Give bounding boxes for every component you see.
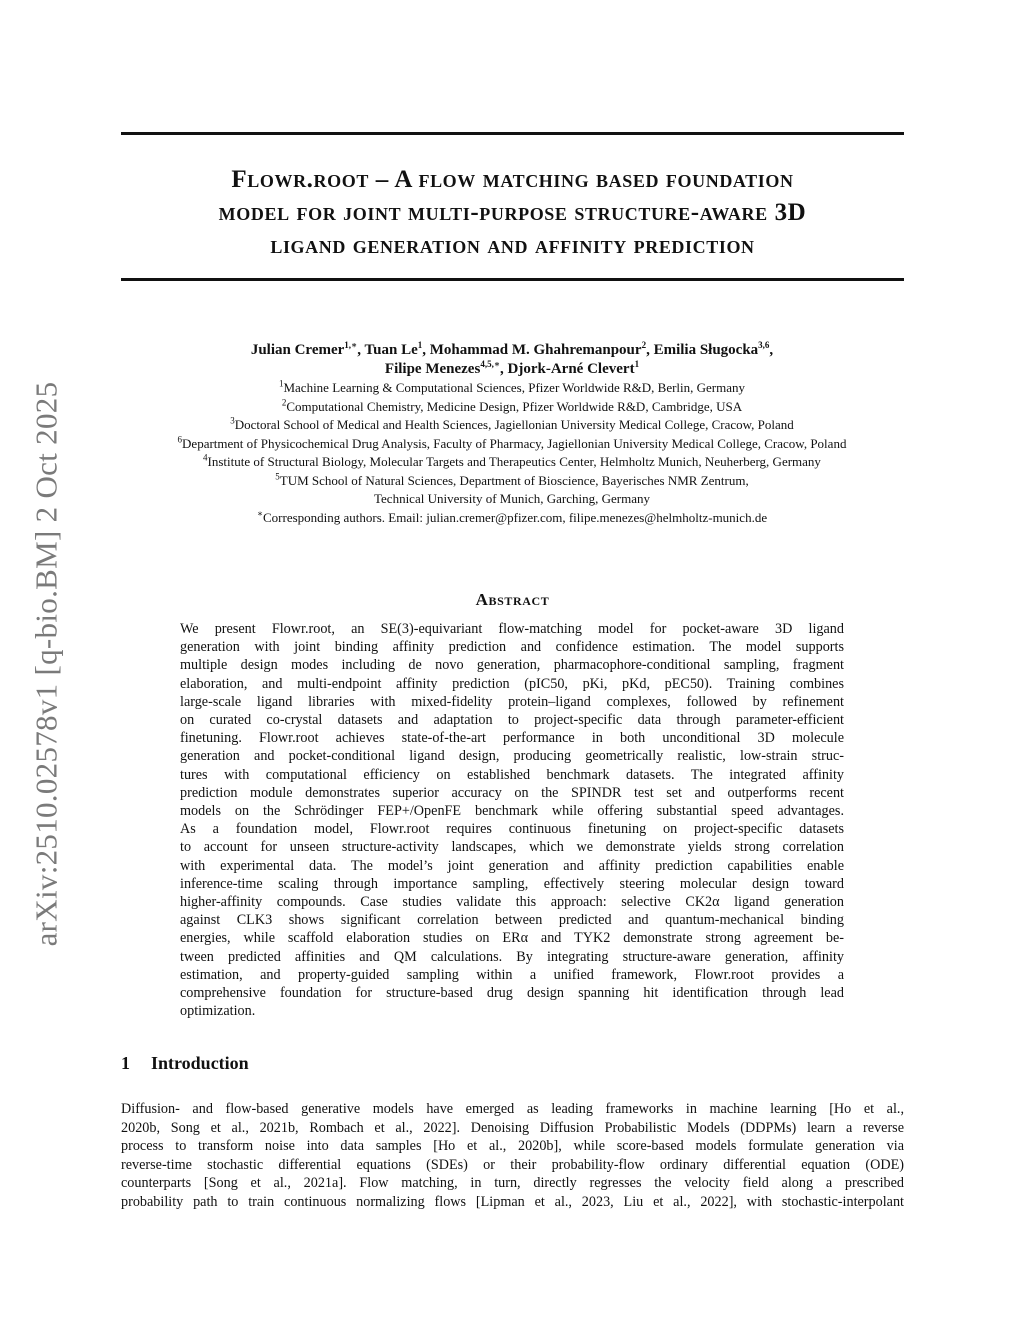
affiliation	[100, 416, 924, 435]
paper-title	[121, 163, 904, 262]
body-line: probability path to train continuous normalizing flows [Lipman et al., 2023, Liu et al., 2022], with stochastic-interpolant	[121, 1193, 904, 1210]
affiliation-mark: 1	[278, 378, 284, 389]
author-name: Mohammad M. Ghahremanpour	[429, 342, 642, 358]
affiliation-text: Department of Physicochemical Drug Analysis, Faculty of Pharmacy, Jagiellonian University Medical College, Cracow, Poland	[182, 435, 847, 451]
body-line: reverse-time stochastic differential equations (SDEs) or their probability-flow ordinary differential equation (ODE)	[121, 1156, 904, 1173]
abstract-line: inference-time scaling through importance sampling, effectively steering molecular design toward	[180, 875, 844, 892]
abstract-line: As a foundation model, Flowr.root requires continuous finetuning on project-specific datasets	[180, 821, 844, 838]
affiliation-mark: ∗	[256, 508, 264, 519]
author-affiliation-mark: 3,6	[758, 340, 770, 350]
author-separator: ,	[769, 342, 774, 358]
abstract-line: estimation, and property-guided sampling within a unified framework, Flowr.root provides a	[180, 966, 844, 983]
introduction-body	[121, 1100, 904, 1211]
affiliation-mark: 4	[203, 452, 208, 463]
section-number: 1	[121, 1053, 130, 1073]
affiliation	[100, 379, 924, 398]
affiliation-text: TUM School of Natural Sciences, Department of Bioscience, Bayerisches NMR Zentrum,	[279, 472, 749, 488]
affiliation-mark: 3	[230, 415, 235, 426]
author-name: Emilia Sługocka	[653, 342, 759, 358]
abstract-line: We present Flowr.root, an SE(3)-equivariant flow-matching model for pocket-aware 3D ligand	[180, 621, 844, 637]
title-bottom-rule	[121, 278, 904, 281]
body-line: process to transform noise into data samples [Ho et al., 2020b], while score-based models formulate generation via	[121, 1138, 904, 1154]
abstract-line: finetuning. Flowr.root achieves state-of-the-art performance in both unconditional 3D molecule	[180, 730, 844, 747]
section-title: Introduction	[151, 1053, 249, 1073]
affiliation-text: Corresponding authors. Email: julian.cremer@pfizer.com, filipe.menezes@helmholtz-munich.de	[263, 509, 768, 525]
affiliation-mark: 5	[275, 471, 280, 482]
abstract-heading: Abstract	[475, 590, 550, 609]
author-block	[100, 341, 924, 527]
abstract-line: generation and pocket-conditional ligand design, producing geometrically realistic, low-strain struc-	[180, 748, 844, 765]
abstract-line: higher-affinity compounds. Case studies validate this approach: selective CK2α ligand generation	[180, 894, 844, 911]
author-affiliation-mark: 1	[417, 340, 423, 350]
affiliation-text: Technical University of Munich, Garching, Germany	[374, 491, 650, 506]
author-affiliation-mark: 1	[634, 359, 640, 369]
author-name: Filipe Menezes	[384, 361, 481, 377]
author-affiliation-mark: 1,∗	[344, 340, 358, 350]
abstract-line: generation with joint binding affinity prediction and confidence estimation. The model supports	[180, 639, 844, 656]
affiliation	[100, 453, 924, 472]
author-line-1	[100, 341, 924, 360]
affiliation-mark: 2	[281, 397, 287, 408]
author-line-2	[100, 360, 924, 379]
section-heading	[121, 1053, 249, 1074]
author-separator: ,	[357, 342, 365, 358]
author-affiliation-mark: 4,5,∗	[480, 359, 501, 369]
abstract-line: multiple design modes including de novo generation, pharmacophore-conditional sampling, fragment	[180, 657, 844, 674]
arxiv-side-stamp	[22, 355, 70, 972]
affiliation-mark: 6	[177, 434, 183, 445]
title-line: Flowr.root – A flow matching based foundation	[231, 166, 794, 193]
abstract-line: large-scale ligand libraries with mixed-fidelity protein–ligand complexes, followed by refinement	[180, 693, 844, 710]
abstract-line: energies, while scaffold elaboration studies on ERα and TYK2 demonstrate strong agreement be-	[180, 930, 844, 947]
body-line: 2020b, Song et al., 2021b, Rombach et al., 2022]. Denoising Diffusion Probabilistic Models (DDPMs) learn a reverse	[121, 1119, 904, 1136]
arxiv-identifier: arXiv:2510.02578v1 [q-bio.BM] 2 Oct 2025	[28, 381, 63, 946]
title-line: model for joint multi-purpose structure-aware 3D	[218, 199, 807, 226]
affiliation-text: Machine Learning & Computational Sciences, Pfizer Worldwide R&D, Berlin, Germany	[283, 380, 746, 395]
abstract-line: prediction module demonstrates superior accuracy on the SPINDR test set and outperforms recent	[180, 784, 844, 801]
author-separator: ,	[500, 361, 508, 377]
abstract-line: elaboration, and multi-endpoint affinity prediction (pIC50, pKi, pKd, pEC50). Training combines	[180, 675, 844, 692]
affiliation-text: Institute of Structural Biology, Molecular Targets and Therapeutics Center, Helmholtz Munich, Neuherberg, Germany	[207, 454, 821, 469]
affiliation	[100, 435, 924, 454]
author-affiliation-mark: 2	[641, 340, 647, 350]
abstract-line: on curated co-crystal datasets and adaptation to project-specific data through parameter-efficient	[180, 712, 844, 729]
affiliation-text: Computational Chemistry, Medicine Design, Pfizer Worldwide R&D, Cambridge, USA	[286, 398, 743, 414]
author-separator: ,	[646, 342, 654, 358]
author-name: Tuan Le	[364, 342, 418, 358]
body-line: counterparts [Song et al., 2021a]. Flow matching, in turn, directly regresses the velocity field along a prescribed	[121, 1175, 904, 1191]
affiliation	[100, 398, 924, 417]
author-name: Julian Cremer	[250, 342, 345, 358]
title-line: ligand generation and affinity prediction	[270, 232, 755, 259]
abstract-line: optimization.	[180, 1003, 256, 1020]
abstract-line: to account for unseen structure-activity landscapes, which we demonstrate yields strong correlation	[180, 839, 844, 856]
author-name: Djork-Arné Clevert	[507, 361, 635, 377]
abstract-line: with experimental data. The model’s joint generation and affinity prediction capabilities enable	[180, 857, 844, 874]
title-top-rule	[121, 132, 904, 135]
affiliation-text: Doctoral School of Medical and Health Sciences, Jagiellonian University Medical College, Cracow, Poland	[234, 417, 794, 432]
abstract-line: against CLK3 shows significant correlation between predicted and quantum-mechanical binding	[180, 912, 844, 929]
affiliation	[100, 490, 924, 509]
abstract-line: tures with computational efficiency on established benchmark datasets. The integrated affinity	[180, 766, 844, 783]
corresponding-authors	[100, 509, 924, 528]
abstract-line: models on the Schrödinger FEP+/OpenFE benchmark while offering substantial speed advantages.	[180, 803, 844, 820]
abstract-line: comprehensive foundation for structure-based drug design spanning hit identification through lead	[180, 985, 844, 1002]
abstract-line: tween predicted affinities and QM calculations. By integrating structure-aware generation, affinity	[180, 948, 844, 965]
body-line: Diffusion- and flow-based generative models have emerged as leading frameworks in machine learning [Ho et al.,	[121, 1101, 904, 1117]
author-separator: ,	[422, 342, 430, 358]
abstract-body	[180, 620, 844, 1020]
affiliation	[100, 472, 924, 491]
